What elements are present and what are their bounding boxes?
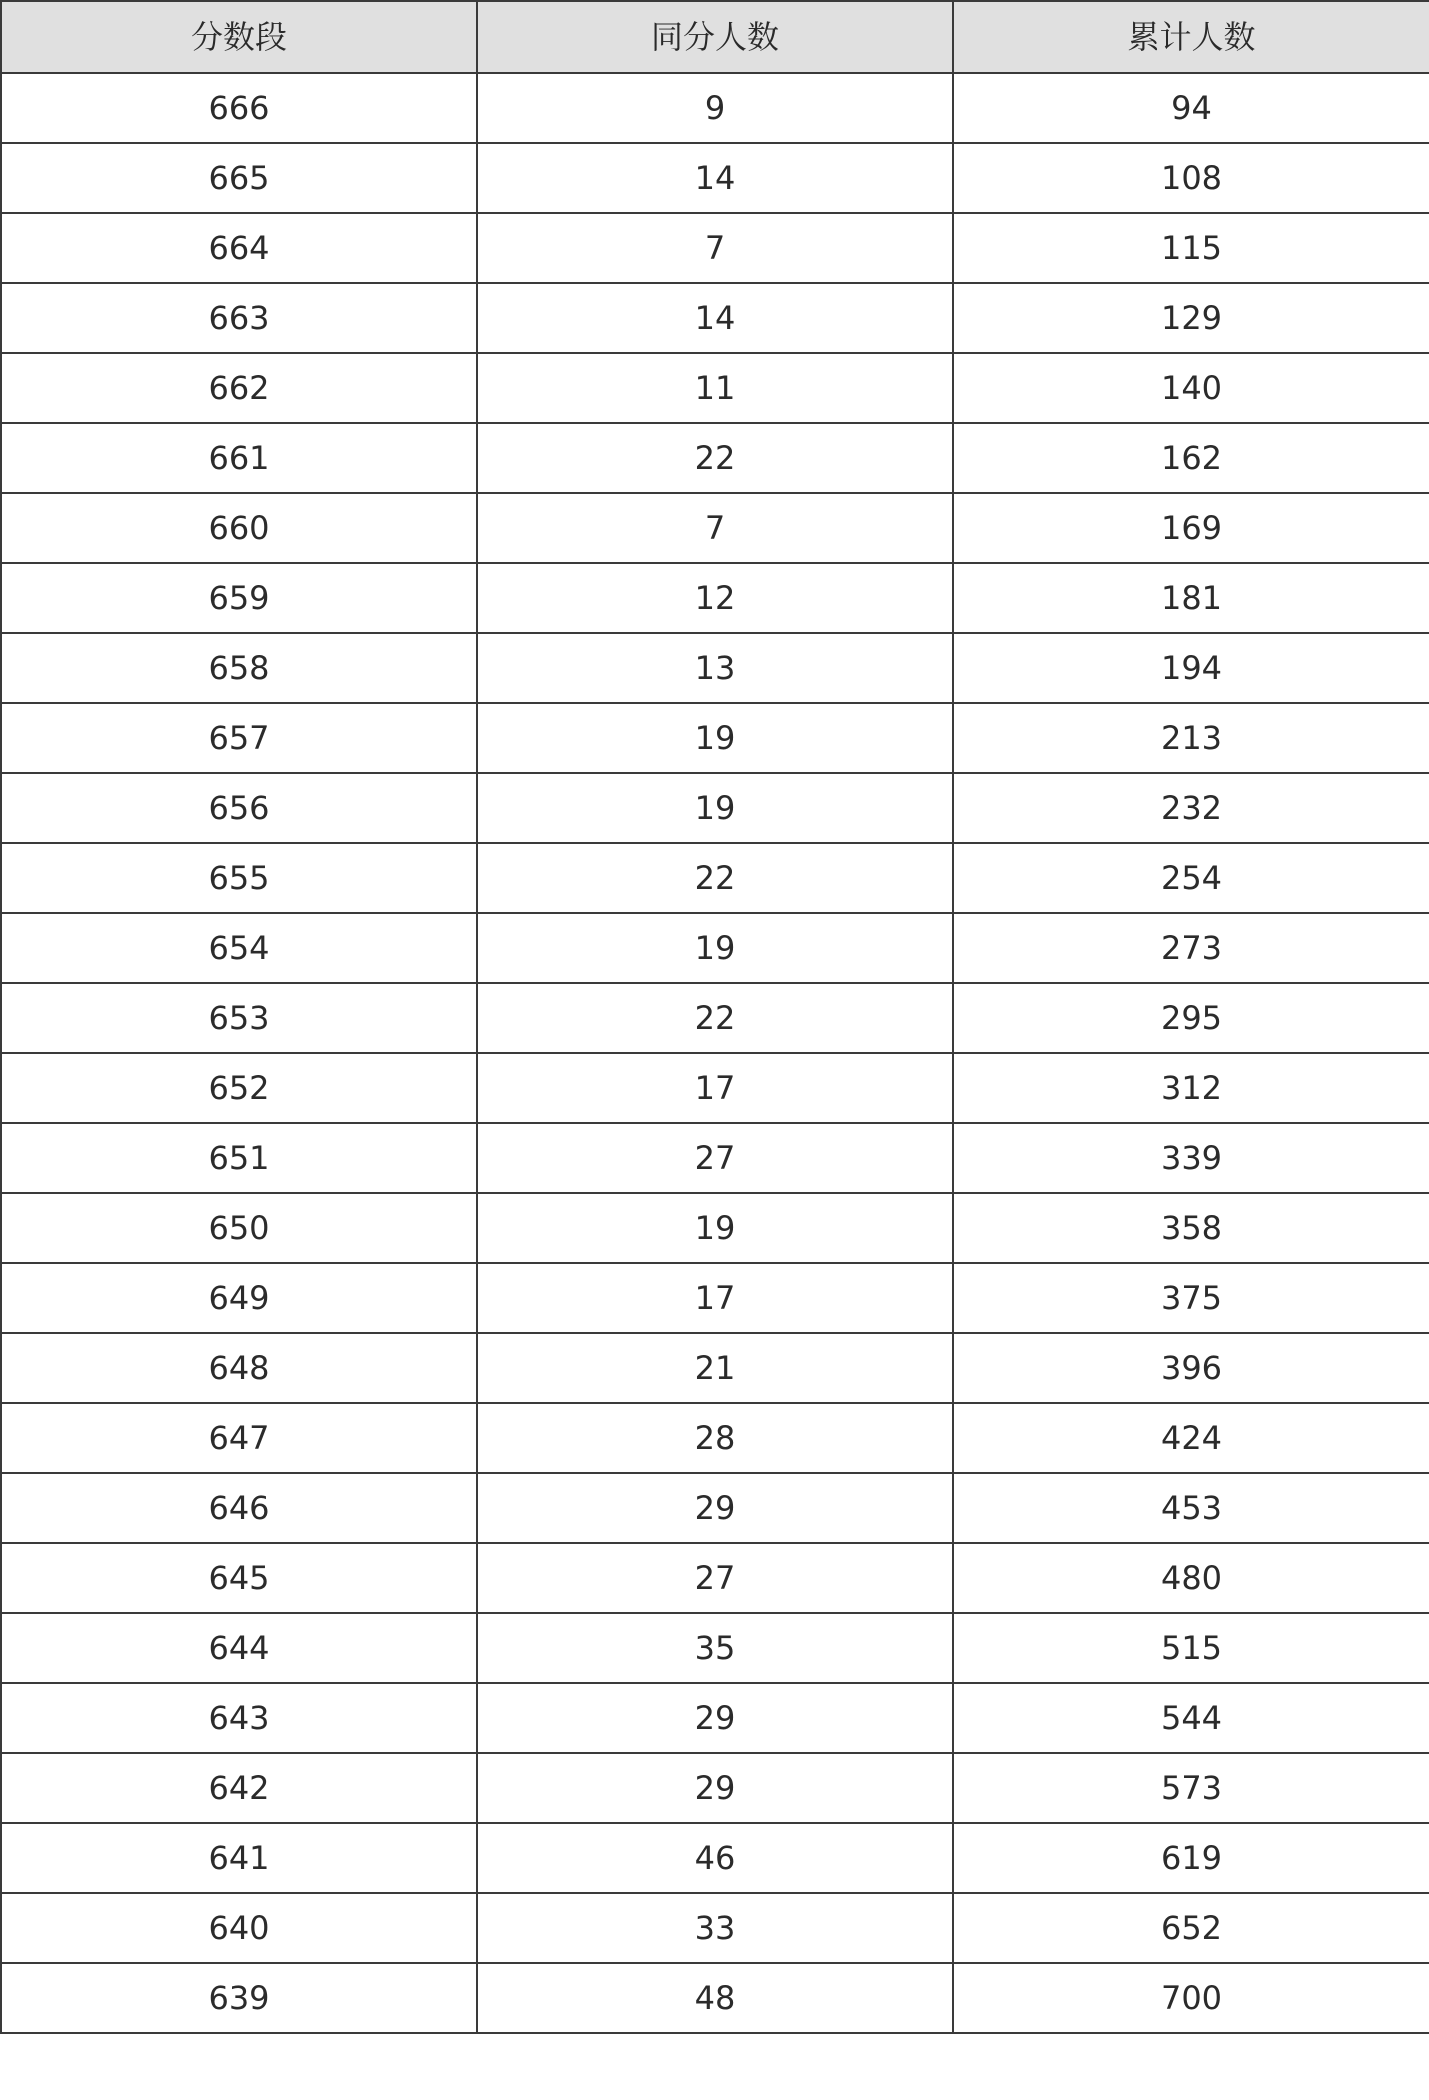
cell-score: 651 [1, 1123, 477, 1193]
cell-cumulative-count: 169 [953, 493, 1429, 563]
table-row [1, 493, 1429, 563]
cell-score: 645 [1, 1543, 477, 1613]
cell-same-score-count: 22 [477, 423, 953, 493]
table-row [1, 1963, 1429, 2033]
cell-cumulative-count: 232 [953, 773, 1429, 843]
table-row [1, 1333, 1429, 1403]
header-score-range: 分数段 [1, 1, 477, 73]
cell-same-score-count: 28 [477, 1403, 953, 1473]
table-row [1, 1543, 1429, 1613]
cell-same-score-count: 29 [477, 1753, 953, 1823]
table-row [1, 703, 1429, 773]
cell-same-score-count: 27 [477, 1123, 953, 1193]
cell-score: 657 [1, 703, 477, 773]
cell-score: 656 [1, 773, 477, 843]
cell-cumulative-count: 213 [953, 703, 1429, 773]
cell-score: 652 [1, 1053, 477, 1123]
cell-same-score-count: 29 [477, 1473, 953, 1543]
cell-same-score-count: 33 [477, 1893, 953, 1963]
cell-cumulative-count: 273 [953, 913, 1429, 983]
cell-score: 658 [1, 633, 477, 703]
table-row [1, 1053, 1429, 1123]
cell-cumulative-count: 619 [953, 1823, 1429, 1893]
cell-cumulative-count: 424 [953, 1403, 1429, 1473]
table-row [1, 1403, 1429, 1473]
table-row [1, 843, 1429, 913]
cell-same-score-count: 13 [477, 633, 953, 703]
cell-score: 663 [1, 283, 477, 353]
table-row [1, 353, 1429, 423]
cell-cumulative-count: 295 [953, 983, 1429, 1053]
cell-score: 641 [1, 1823, 477, 1893]
table-row [1, 563, 1429, 633]
cell-score: 648 [1, 1333, 477, 1403]
cell-cumulative-count: 396 [953, 1333, 1429, 1403]
cell-same-score-count: 48 [477, 1963, 953, 2033]
cell-cumulative-count: 480 [953, 1543, 1429, 1613]
cell-same-score-count: 21 [477, 1333, 953, 1403]
cell-score: 660 [1, 493, 477, 563]
cell-same-score-count: 29 [477, 1683, 953, 1753]
table-row [1, 1613, 1429, 1683]
cell-cumulative-count: 108 [953, 143, 1429, 213]
cell-score: 659 [1, 563, 477, 633]
cell-score: 643 [1, 1683, 477, 1753]
cell-cumulative-count: 544 [953, 1683, 1429, 1753]
cell-score: 639 [1, 1963, 477, 2033]
cell-cumulative-count: 194 [953, 633, 1429, 703]
cell-same-score-count: 7 [477, 493, 953, 563]
cell-same-score-count: 35 [477, 1613, 953, 1683]
cell-same-score-count: 46 [477, 1823, 953, 1893]
cell-cumulative-count: 652 [953, 1893, 1429, 1963]
cell-same-score-count: 19 [477, 703, 953, 773]
cell-cumulative-count: 94 [953, 73, 1429, 143]
header-cumulative-count: 累计人数 [953, 1, 1429, 73]
cell-same-score-count: 11 [477, 353, 953, 423]
cell-score: 654 [1, 913, 477, 983]
table-row [1, 913, 1429, 983]
table-row [1, 1893, 1429, 1963]
cell-cumulative-count: 573 [953, 1753, 1429, 1823]
cell-same-score-count: 19 [477, 1193, 953, 1263]
cell-cumulative-count: 162 [953, 423, 1429, 493]
cell-same-score-count: 9 [477, 73, 953, 143]
table-row [1, 633, 1429, 703]
cell-cumulative-count: 700 [953, 1963, 1429, 2033]
cell-score: 655 [1, 843, 477, 913]
table-row [1, 213, 1429, 283]
cell-same-score-count: 7 [477, 213, 953, 283]
table-header [1, 1, 1429, 73]
cell-same-score-count: 22 [477, 983, 953, 1053]
cell-same-score-count: 22 [477, 843, 953, 913]
cell-score: 666 [1, 73, 477, 143]
cell-score: 662 [1, 353, 477, 423]
cell-cumulative-count: 453 [953, 1473, 1429, 1543]
cell-cumulative-count: 129 [953, 283, 1429, 353]
cell-score: 661 [1, 423, 477, 493]
table-row [1, 1823, 1429, 1893]
table-row [1, 73, 1429, 143]
table-row [1, 1123, 1429, 1193]
cell-same-score-count: 17 [477, 1263, 953, 1333]
table-row [1, 1753, 1429, 1823]
cell-score: 646 [1, 1473, 477, 1543]
table-row [1, 423, 1429, 493]
table-row [1, 983, 1429, 1053]
cell-cumulative-count: 181 [953, 563, 1429, 633]
cell-cumulative-count: 358 [953, 1193, 1429, 1263]
table-body [1, 73, 1429, 2033]
cell-score: 640 [1, 1893, 477, 1963]
cell-score: 650 [1, 1193, 477, 1263]
cell-cumulative-count: 515 [953, 1613, 1429, 1683]
cell-score: 642 [1, 1753, 477, 1823]
table-row [1, 1473, 1429, 1543]
header-row [1, 1, 1429, 73]
cell-cumulative-count: 312 [953, 1053, 1429, 1123]
cell-score: 653 [1, 983, 477, 1053]
cell-same-score-count: 14 [477, 283, 953, 353]
cell-same-score-count: 19 [477, 773, 953, 843]
cell-score: 644 [1, 1613, 477, 1683]
cell-same-score-count: 17 [477, 1053, 953, 1123]
cell-cumulative-count: 339 [953, 1123, 1429, 1193]
header-same-score-count: 同分人数 [477, 1, 953, 73]
cell-score: 664 [1, 213, 477, 283]
cell-same-score-count: 12 [477, 563, 953, 633]
cell-same-score-count: 27 [477, 1543, 953, 1613]
table-row [1, 143, 1429, 213]
table-row [1, 1683, 1429, 1753]
table-row [1, 1263, 1429, 1333]
cell-score: 649 [1, 1263, 477, 1333]
cell-score: 665 [1, 143, 477, 213]
cell-cumulative-count: 140 [953, 353, 1429, 423]
cell-same-score-count: 19 [477, 913, 953, 983]
table-row [1, 773, 1429, 843]
cell-same-score-count: 14 [477, 143, 953, 213]
cell-score: 647 [1, 1403, 477, 1473]
cell-cumulative-count: 375 [953, 1263, 1429, 1333]
cell-cumulative-count: 115 [953, 213, 1429, 283]
cell-cumulative-count: 254 [953, 843, 1429, 913]
table-row [1, 1193, 1429, 1263]
table-row [1, 283, 1429, 353]
